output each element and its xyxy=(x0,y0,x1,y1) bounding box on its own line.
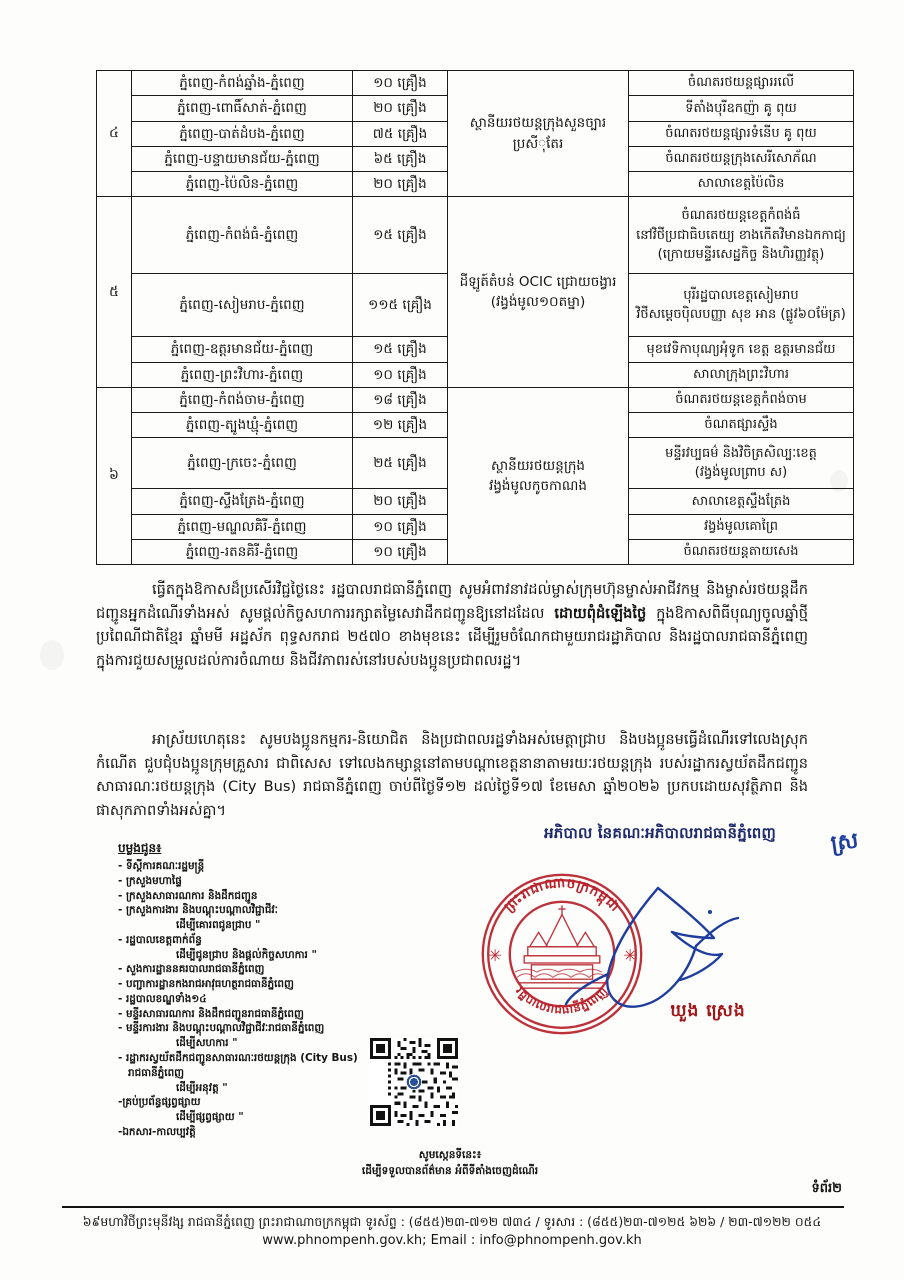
routes-table-container xyxy=(96,70,846,565)
route-name: ភ្នំពេញ-ឧត្តរមានជ័យ-ភ្នំពេញ xyxy=(132,337,353,362)
table-row xyxy=(97,387,854,412)
route-name: ភ្នំពេញ-បាត់ដំបង-ភ្នំពេញ xyxy=(132,121,353,146)
list-item: - គ្រប់ប្រព័ន្ធផ្សព្វផ្សាយ xyxy=(118,1095,418,1110)
routes-table-body xyxy=(97,71,854,565)
location-cell xyxy=(629,438,854,489)
vehicle-count: ២០ គ្រឿង xyxy=(353,489,448,514)
list-item: - ឯកសារ-កាលប្បវត្តិ xyxy=(118,1125,418,1140)
list-item-note: ដើម្បីជូនជ្រាប និងផ្ដល់កិច្ចសហការ " xyxy=(176,948,317,961)
location-line-1: ចំណតរថយន្តខេត្តកំពង់ធំ xyxy=(681,208,801,223)
paragraph-invitation xyxy=(96,728,808,823)
location-line-1: បុរីរដ្ឋបាលខេត្តសៀមរាប xyxy=(683,287,799,303)
list-item: រាជធានីភ្នំពេញ xyxy=(128,1066,185,1079)
station-name xyxy=(448,71,629,197)
group-number: ៥ xyxy=(97,197,132,388)
location-line-1: ចំណតផ្សារស្ទឹង xyxy=(704,417,778,433)
location-line-2: (វង្វង់មូលព្រាប ស) xyxy=(694,465,788,481)
vehicle-count: ២០ គ្រឿង xyxy=(353,96,448,121)
list-item: - បញ្ជាការដ្ឋានកងរាជអាវុធហត្ថរាជធានីភ្នំពេញ xyxy=(118,977,418,992)
route-name: ភ្នំពេញ-កំពង់ធំ-ភ្នំពេញ xyxy=(132,197,353,274)
qr-code-container[interactable] xyxy=(370,1038,458,1126)
route-name: ភ្នំពេញ-ត្បូងឃ្មុំ-ភ្នំពេញ xyxy=(132,413,353,438)
vehicle-count: ១៨ គ្រឿង xyxy=(353,387,448,412)
footer xyxy=(52,1212,852,1251)
svg-text:ព្រះរាជាណាចក្រកម្ពុជា: ព្រះរាជាណាចក្រកម្ពុជា xyxy=(500,874,624,916)
list-item: - សួងការដ្ឋាននគរបាលរាជធានីភ្នំពេញ xyxy=(118,962,418,977)
location-cell xyxy=(629,514,854,539)
location-line-1: ចំណតរថយន្តតាយសេង xyxy=(683,544,799,560)
svg-text:✳: ✳ xyxy=(488,946,502,966)
location-cell xyxy=(629,387,854,412)
location-cell xyxy=(629,197,854,274)
location-cell xyxy=(629,96,854,121)
route-name: ភ្នំពេញ-ប៉ៃលិន-ភ្នំពេញ xyxy=(132,172,353,197)
location-line-1: ចំណតរថយន្តក្រុងសេរីសោភ័ណ xyxy=(665,151,817,167)
footer-web-line: www.phnompenh.gov.kh; Email : info@phnompenh.gov.kh xyxy=(262,1233,642,1249)
location-cell xyxy=(629,121,854,146)
vehicle-count: ១៥ គ្រឿង xyxy=(353,337,448,362)
location-cell xyxy=(629,337,854,362)
route-name: ភ្នំពេញ-ស្ទឹងត្រែង-ភ្នំពេញ xyxy=(132,489,353,514)
paragraph-1-part-2: ក្នុងឱកាសពិធីបុណ្យចូលឆ្នាំថ្មី ប្រពៃណីជាតិខ្មែរ ឆ្នាំមមី អដ្ឋស័ក ពុទ្ធសករាជ ២៥៧០ ខាងមុខនេះ ដើម្បីរួមចំណែកជាមួយរាជរដ្ឋាភិបាល និងរដ្ឋបាលរាជធានីភ្នំពេញ ក្នុងការជួយសម្រួលដល់ការចំណាយ និងជីវភាពរស់នៅរបស់បងប្អូនប្រជាពលរដ្ឋ។ xyxy=(96,604,808,669)
location-line-2: វិថីសម្ដេចបុិលបញ្ញា សុខ អាន (ផ្លូវ៦០ម៉ែត្រ) xyxy=(636,307,846,323)
location-cell xyxy=(629,489,854,514)
list-item: - ក្រសួងសាធារណការ និងដឹកជញ្ជូន xyxy=(118,889,418,904)
vehicle-count: ១២ គ្រឿង xyxy=(353,413,448,438)
list-item: - រដ្ឋាករស្វយ័តដឹកជញ្ជូនសាធារណៈរថយន្តក្រុង (City Bus) xyxy=(118,1051,418,1066)
location-line-1: ទីតាំងបុរីឧកញ៉ា គូ ពុយ xyxy=(685,100,797,116)
signatory-title: អភិបាល នៃគណៈអភិបាលរាជធានីភ្នំពេញ xyxy=(544,824,776,842)
station-sublabel: (វង្វង់មូល១០តម្នា) xyxy=(490,294,586,310)
table-row xyxy=(97,197,854,274)
vehicle-count: ១៥ គ្រឿង xyxy=(353,197,448,274)
vehicle-count: ១០ គ្រឿង xyxy=(353,362,448,387)
route-name: ភ្នំពេញ-សៀមរាប-ភ្នំពេញ xyxy=(132,274,353,337)
location-cell xyxy=(629,413,854,438)
route-name: ភ្នំពេញ-ព្រះវិហារ-ភ្នំពេញ xyxy=(132,362,353,387)
paragraph-2-text: អាស្រ័យហេតុនេះ សូមបងប្អូនកម្មករ-និយោជិត និងប្រជាពលរដ្ឋទាំងអស់មេត្តាជ្រាប និងបងប្អូនមធ្វើដំណើរទៅលេងស្រុកកំណើត ជួបជុំបងប្អូនក្រុមគ្រួសារ ជាពិសេស ទៅលេងកម្សាន្តនៅតាមបណ្ដាខេត្តនានាតាមរយៈរថយន្តក្រុង របស់រដ្ឋាករស្វយ័តដឹកជញ្ជូនសាធារណៈរថយន្តក្រុង (City Bus) រាជធានីភ្នំពេញ ចាប់ពីថ្ងៃទី១២ ដល់ថ្ងៃទី១៧ ខែមេសា ឆ្នាំ២០២៦ ប្រកបដោយសុវត្ថិភាព និងផាសុកភាពទាំងអស់គ្នា។ xyxy=(96,731,808,819)
svg-text:✳: ✳ xyxy=(623,946,637,966)
list-item: - មន្ទីរការងារ និងបណ្ដុះបណ្ដាលវិជ្ជាជីវៈរាជធានីភ្នំពេញ xyxy=(118,1021,418,1036)
vehicle-count: ២៥ គ្រឿង xyxy=(353,438,448,489)
list-item: - ក្រសួងការងារ និងបណ្ដុះបណ្ដាលវិជ្ជាជីវៈ xyxy=(118,903,418,918)
location-line-1: មន្ទីរវប្បធម៌ និងវិចិត្រសិល្បៈខេត្ត xyxy=(665,445,817,461)
station-name xyxy=(448,387,629,564)
group-number: ៤ xyxy=(97,71,132,197)
vehicle-count: ១០ គ្រឿង xyxy=(353,539,448,564)
location-line-1: វង្វង់មូលគោព្រៃ xyxy=(703,518,778,534)
location-line-1: មុខវេទិកាបុណ្យអុំទូក ខេត្ត ឧត្តរមានជ័យ xyxy=(646,341,836,357)
qr-code-icon[interactable] xyxy=(370,1038,458,1126)
table-row xyxy=(97,71,854,96)
list-item: - រដ្ឋបាលខេត្តពាក់ព័ន្ធ xyxy=(118,933,418,948)
list-item-note: ដើម្បីគោរពជូនជ្រាប " xyxy=(176,919,261,932)
qr-caption-line-1: សូមស្កេនទីនេះ៖ xyxy=(418,1149,482,1161)
location-line-1: សាលាក្រុងព្រះវិហារ xyxy=(693,366,789,382)
route-name: ភ្នំពេញ-កំពង់ឆ្នាំង-ភ្នំពេញ xyxy=(132,71,353,96)
list-item: - មន្ទីរសាធារណការ និងដឹកជញ្ជូនរាជធានីភ្នំពេញ xyxy=(118,1007,418,1022)
route-name: ភ្នំពេញ-រតនគិរី-ភ្នំពេញ xyxy=(132,539,353,564)
station-sublabel: វង្វង់មូលកូចកាណង xyxy=(489,477,587,494)
vehicle-count: ១១៥ គ្រឿង xyxy=(353,274,448,337)
signature-initials: ស្រ xyxy=(828,828,860,857)
vehicle-count: ១០ គ្រឿង xyxy=(353,71,448,96)
qr-caption-line-2: ដើម្បីទទួលបានព័ត៌មាន អំពីទីតាំងចេញដំណើរ xyxy=(361,1164,539,1177)
location-cell xyxy=(629,71,854,96)
svg-text:រដ្ឋបាលរាជធានីភ្នំពេញ: រដ្ឋបាលរាជធានីភ្នំពេញ xyxy=(513,983,611,1017)
vehicle-count: ២០ គ្រឿង xyxy=(353,172,448,197)
route-name: ភ្នំពេញ-បន្ទាយមានជ័យ-ភ្នំពេញ xyxy=(132,146,353,171)
location-cell xyxy=(629,274,854,337)
location-line-2: នៅវិថីប្រជាធិបតេយ្យ ខាងកើតវិមានឯកកាជ្យ xyxy=(636,227,846,243)
route-name: ភ្នំពេញ-ក្រចេះ-ភ្នំពេញ xyxy=(132,438,353,489)
route-name: ភ្នំពេញ-ពោធិ៍សាត់-ភ្នំពេញ xyxy=(132,96,353,121)
paragraph-1-emphasis: ដោយពុំដំឡើងថ្លៃ xyxy=(554,604,647,622)
location-line-1: ចំណតរថយន្តផ្សាររលើ xyxy=(687,75,795,91)
location-line-3: (ក្រោយមន្ទីរសេដ្ឋកិច្ច និងហិរញ្ញវត្ថុ) xyxy=(657,247,825,262)
location-line-1: ចំណតរថយន្តផ្សារទំនើប គូ ពុយ xyxy=(665,125,817,141)
vehicle-count: ១០ គ្រឿង xyxy=(353,514,448,539)
distribution-title: បម្លងជូន៖ xyxy=(118,841,162,855)
list-item-note: ដើម្បីផ្សព្វផ្សាយ " xyxy=(176,1111,244,1124)
station-label: ស្ថានីយរថយន្តក្រុង xyxy=(491,457,585,474)
list-item: - ទីស្ដីការគណៈរដ្ឋមន្ត្រី xyxy=(118,859,418,874)
route-name: ភ្នំពេញ-មណ្ឌលគិរី-ភ្នំពេញ xyxy=(132,514,353,539)
footer-divider xyxy=(62,1206,844,1208)
paragraph-1-part-1: ធ្វើតក្នុងឱកាសដ៏ប្រសើរវិជ្ជថ្ងៃនេះ រដ្ឋបាលរាជធានីភ្នំពេញ សូមអំពាវនាវដល់ម្ចាស់ក្រុមហ៊ុនម្ចាស់អាជីវកម្ម និងម្ចាស់រថយន្តដឹកជញ្ជូនអ្នកដំណើរទាំងអស់ សូមផ្ដល់កិច្ចសហការរក្សាតម្លៃសេវាដឹកជញ្ជូនឱ្យនៅដដែល xyxy=(96,581,808,622)
signatory-name: ឃួង ស្រេង xyxy=(670,1001,746,1021)
list-item: - រដ្ឋបាលខណ្ឌទាំង១៤ xyxy=(118,992,418,1007)
location-line-1: ចំណតរថយន្តខេត្តកំពង់ចាម xyxy=(675,392,807,408)
location-line-1: សាលាខេត្តប៉ៃលិន xyxy=(697,176,785,192)
paragraph-appeal xyxy=(96,578,808,673)
group-number: ៦ xyxy=(97,387,132,564)
qr-caption xyxy=(280,1148,620,1180)
page-number: ទំព័រ២ xyxy=(811,1181,842,1196)
scan-artifact xyxy=(40,640,64,670)
footer-address-line: ៦៩មហាវិថីព្រះមុនីវង្ស រាជធានីភ្នំពេញ ព្រះរាជាណាចក្រកម្ពុជា ទូរស័ព្ទ : (៨៥៥)២៣-៧១២ ៧៣៤ / ទូរសារ : (៨៥៥)២៣-៧១២៥ ៦២៦ / ២៣-៧១២២ ០៥៤ xyxy=(82,1214,822,1229)
location-cell xyxy=(629,362,854,387)
location-line-1: សាលាខេត្តស្ទឹងត្រែង xyxy=(691,493,791,509)
station-label: ស្ថានីយរថយន្តក្រុងសួនច្បារប្រសីុតែរ xyxy=(469,115,607,152)
vehicle-count: ៧៥ គ្រឿង xyxy=(353,121,448,146)
list-item-note: ដើម្បីអនុវត្ត " xyxy=(176,1081,228,1094)
list-item: - ក្រសួងមហាផ្ទៃ xyxy=(118,874,418,889)
location-cell xyxy=(629,172,854,197)
vehicle-count: ៦៥ គ្រឿង xyxy=(353,146,448,171)
list-item-note: ដើម្បីសហការ " xyxy=(176,1037,238,1050)
route-name: ភ្នំពេញ-កំពង់ចាម-ភ្នំពេញ xyxy=(132,387,353,412)
signature-block xyxy=(470,824,860,1040)
routes-table xyxy=(96,70,854,565)
station-label: ដីឡូត៍តំបន់ OCIC ជ្រោយចង្វារ xyxy=(459,273,617,290)
location-cell xyxy=(629,539,854,564)
location-cell xyxy=(629,146,854,171)
station-name xyxy=(448,197,629,388)
